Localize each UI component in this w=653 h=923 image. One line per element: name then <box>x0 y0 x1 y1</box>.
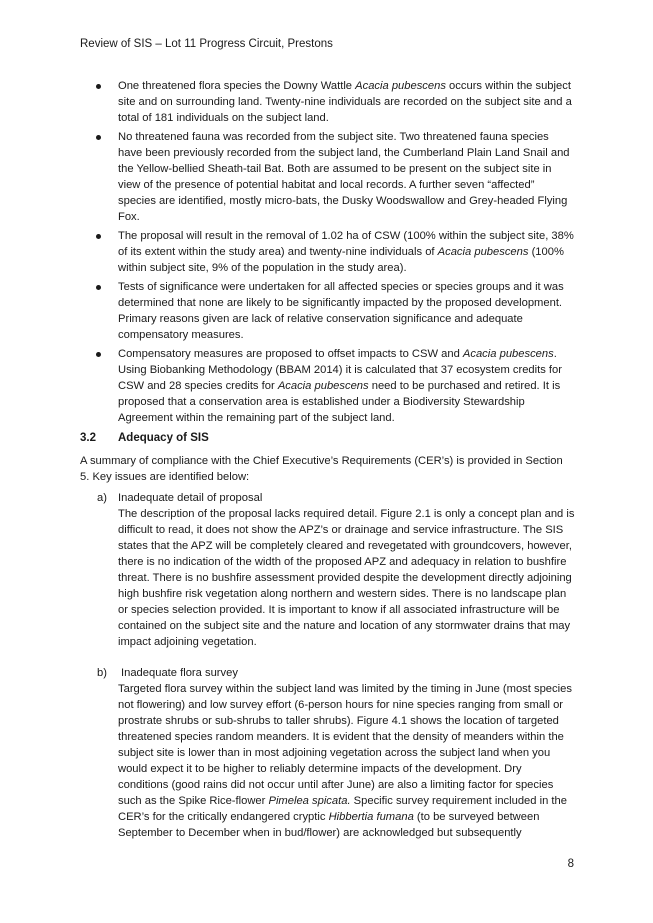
bullet-dot <box>96 234 101 239</box>
issue-body <box>80 681 575 841</box>
species-name-italic: Pimelea spicata. <box>268 795 351 807</box>
issue-letter: b) <box>97 667 107 679</box>
bullet-text <box>118 281 564 341</box>
section-title: Adequacy of SIS <box>118 432 209 444</box>
bullet-dot <box>96 285 101 290</box>
section-number: 3.2 <box>80 432 96 444</box>
species-name-italic: Acacia pubescens <box>462 348 554 360</box>
issue-item <box>80 665 575 841</box>
bullet-dot <box>96 135 101 140</box>
text-run: One threatened flora species the Downy Wattle <box>118 80 356 92</box>
species-name-italic: Acacia pubescens <box>355 80 446 92</box>
issue-heading <box>80 665 575 681</box>
running-header: Review of SIS – Lot 11 Progress Circuit, Prestons <box>80 38 333 50</box>
issue-title: Inadequate detail of proposal <box>118 492 263 504</box>
issue-item <box>80 490 575 650</box>
text-run: occurs within the subject site and on surrounding land. Twenty-nine individuals are recorded on the subject site and a total of 181 individuals on the subject land. <box>118 80 572 124</box>
section-heading <box>80 430 209 446</box>
issue-body <box>80 506 575 650</box>
bullet-item <box>80 346 575 426</box>
page-number: 8 <box>567 858 574 870</box>
text-run: Tests of significance were undertaken for all affected species or species groups and it was determined that none are likely to be significantly impacted by the proposed development. Primary reasons given are lack of relative conservation significance and adequate compensatory measures. <box>118 281 564 341</box>
issue-heading <box>80 490 575 506</box>
text-run: Compensatory measures are proposed to offset impacts to CSW and <box>118 348 463 360</box>
text-run: need to be purchased and retired. It is proposed that a conservation area is established under a Biodiversity Stewardship Agreement within the remaining part of the subject land. <box>118 380 561 424</box>
text-run: . Using Biobanking Methodology (BBAM 2014) it is calculated that 37 ecosystem credits for CSW and 28 species credits for <box>118 348 562 392</box>
bullet-text <box>118 230 574 274</box>
bullet-text <box>118 131 570 223</box>
issue-title: Inadequate flora survey <box>121 667 238 679</box>
bullet-item <box>80 129 575 225</box>
species-name-italic: Acacia pubescens <box>437 246 529 258</box>
text-run: The description of the proposal lacks required detail. Figure 2.1 is only a concept plan and is difficult to read, it does not show the APZ’s or drainage and service infrastructure. The SIS states that the APZ will be completely cleared and revegetated with groundcovers, however, there is no indication of the width of the proposed APZ and adequacy in relation to bushfire threat. There is no bushfire assessment provided despite the development directly adjoining high bushfire risk vegetation along northern and western sides. There is no landscape plan or species selection provided. It is important to know if all associated infrastructure will be contained on the subject site and the nature and location of any stormwater drains that may impact adjoining vegetation. <box>118 508 575 648</box>
text-run: Specific survey requirement included in the CER’s for the critically endangered cryptic <box>118 795 567 823</box>
bullet-text <box>118 80 572 124</box>
issue-letter: a) <box>97 492 107 504</box>
bullet-text <box>118 348 562 424</box>
bullet-item <box>80 279 575 343</box>
bullet-item <box>80 228 575 276</box>
text-run: No threatened fauna was recorded from the subject site. Two threatened fauna species have been previously recorded from the subject land, the Cumberland Plain Land Snail and the Yellow-bellied Sheath-tail Bat. Both are assumed to be present on the subject site in view of the presence of potential habitat and local records. A further seven “affected” species are identified, mostly micro-bats, the Dusky Woodswallow and Grey-headed Flying Fox. <box>118 131 570 223</box>
species-name-italic: Hibbertia fumana <box>328 811 414 823</box>
text-run: (to be surveyed between September to December when in bud/flower) are acknowledged but subsequently <box>118 811 540 839</box>
text-run: (100% within subject site, 9% of the population in the study area). <box>118 246 564 274</box>
text-run: Targeted flora survey within the subject land was limited by the timing in June (most species not flowering) and low survey effort (6-person hours for nine species ranging from small or prostrate shrubs or sub-shrubs to taller shrubs). Figure 4.1 shows the location of targeted threatened species random meanders. It is evident that the density of meanders within the subject site is lower than in most adjoining vegetation across the subject land when you would expect it to be higher to reliably determine impacts of the development. Dry conditions (good rains did not occur until after June) are also a limiting factor for species such as the Spike Rice-flower <box>118 683 572 807</box>
section-intro: A summary of compliance with the Chief Executive’s Requirements (CER’s) is provided in Section 5. Key issues are identified below: <box>80 455 563 483</box>
summary-bullet-list <box>80 78 575 429</box>
species-name-italic: Acacia pubescens <box>277 380 369 392</box>
bullet-dot <box>96 352 101 357</box>
bullet-item <box>80 78 575 126</box>
bullet-dot <box>96 84 101 89</box>
text-run: The proposal will result in the removal of 1.02 ha of CSW (100% within the subject site, 38% of its extent within the study area) and twenty-nine individuals of <box>118 230 574 258</box>
